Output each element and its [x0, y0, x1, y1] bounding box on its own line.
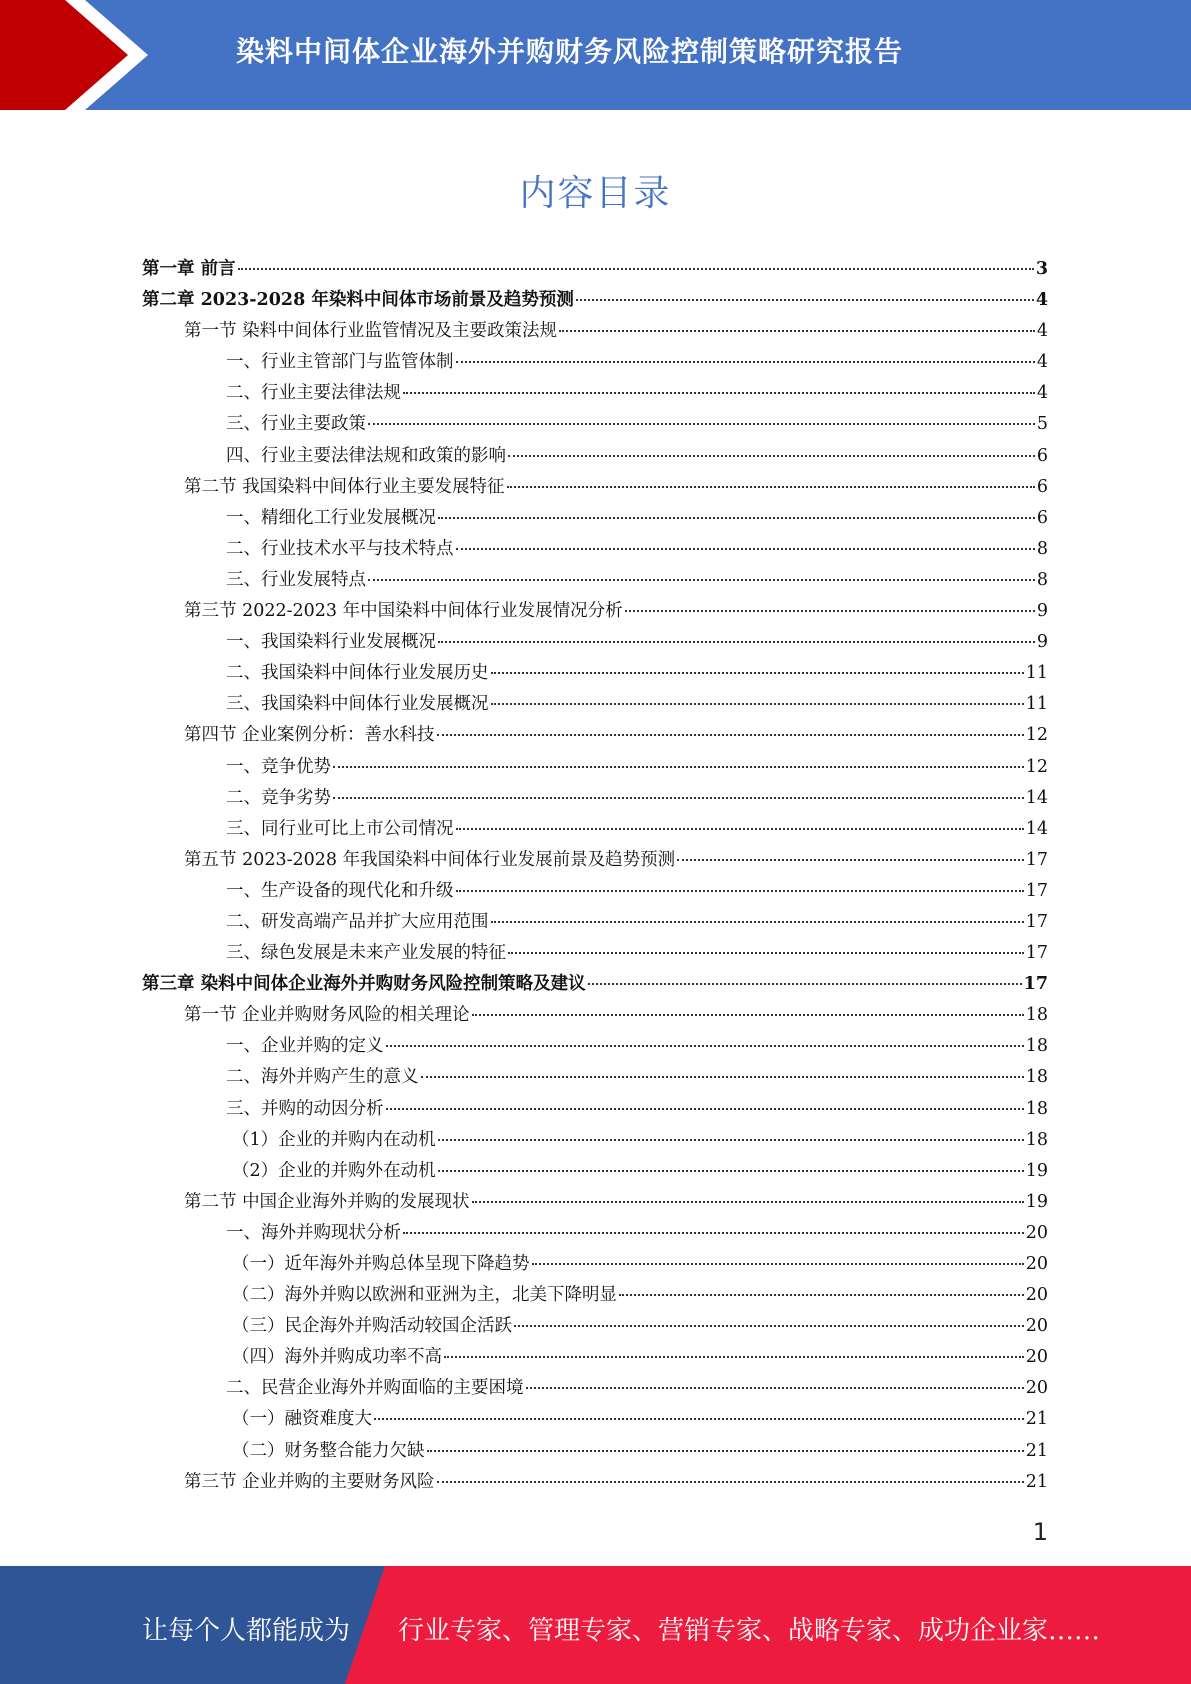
- toc-entry-page: 12: [1025, 725, 1048, 746]
- toc-entry-page: 18: [1025, 1067, 1048, 1088]
- toc-entry-page: 11: [1025, 694, 1048, 715]
- footer-slogan-left: 让每个人都能成为: [142, 1616, 351, 1646]
- toc-entry-page: 21: [1025, 1440, 1048, 1461]
- toc-entry-page: 17: [1025, 880, 1048, 901]
- toc-entry[interactable]: [142, 1342, 1048, 1373]
- toc-entry-page: 20: [1025, 1285, 1048, 1306]
- toc-entry-title: 第二节 中国企业海外并购的发展现状: [184, 1191, 470, 1212]
- toc-entry[interactable]: [142, 658, 1048, 689]
- toc-entry-page: 17: [1025, 849, 1048, 870]
- toc-entry[interactable]: [142, 254, 1048, 285]
- toc-entry[interactable]: [142, 472, 1048, 503]
- header-banner: [0, 0, 1191, 110]
- dot-leader: [403, 392, 1035, 394]
- toc-entry-title: 二、竞争劣势: [226, 787, 331, 808]
- toc-entry-title: （一）近年海外并购总体呈现下降趋势: [232, 1254, 530, 1274]
- toc-entry-page: 4: [1036, 352, 1048, 373]
- toc-entry-page: 14: [1025, 818, 1048, 839]
- toc-entry[interactable]: [142, 596, 1048, 627]
- toc-entry[interactable]: [142, 1094, 1048, 1125]
- toc-entry-title: 二、我国染料中间体行业发展历史: [226, 663, 489, 684]
- dot-leader: [559, 330, 1035, 332]
- toc-entry[interactable]: [142, 627, 1048, 658]
- dot-leader: [437, 734, 1024, 736]
- toc-entry[interactable]: [142, 814, 1048, 845]
- toc-entry-title: （三）民企海外并购活动较国企活跃: [232, 1316, 512, 1337]
- dot-leader: [526, 1387, 1024, 1389]
- toc-entry-page: 3: [1035, 259, 1048, 279]
- toc-entry[interactable]: [142, 907, 1048, 938]
- toc-entry-title: 二、行业主要法律法规: [226, 383, 401, 404]
- toc-entry-title: （二）海外并购以欧洲和亚洲为主，北美下降明显: [232, 1285, 617, 1306]
- toc-entry-page: 9: [1036, 601, 1048, 622]
- toc-entry-title: （二）财务整合能力欠缺: [232, 1440, 425, 1461]
- toc-entry-page: 11: [1025, 663, 1048, 684]
- toc-entry[interactable]: [142, 409, 1048, 440]
- toc-entry[interactable]: [142, 783, 1048, 814]
- toc-entry-title: 三、绿色发展是未来产业发展的特征: [226, 943, 506, 964]
- page-number: 1: [1032, 1518, 1048, 1546]
- toc-entry[interactable]: [142, 534, 1048, 565]
- dot-leader: [507, 486, 1035, 488]
- toc-entry-page: 9: [1036, 632, 1048, 653]
- toc-entry[interactable]: [142, 565, 1048, 596]
- toc-entry-title: 三、行业主要政策: [226, 414, 366, 435]
- dot-leader: [532, 1263, 1024, 1265]
- toc-entry-page: 18: [1025, 1129, 1048, 1150]
- toc-entry[interactable]: [142, 1404, 1048, 1435]
- dot-leader: [368, 423, 1035, 425]
- dot-leader: [456, 361, 1035, 363]
- dot-leader: [438, 641, 1035, 643]
- dot-leader: [374, 1418, 1024, 1420]
- toc-entry[interactable]: [142, 938, 1048, 969]
- dot-leader: [491, 672, 1024, 674]
- dot-leader: [438, 517, 1035, 519]
- toc-entry[interactable]: [142, 689, 1048, 720]
- dot-leader: [491, 921, 1024, 923]
- toc-entry[interactable]: [142, 1156, 1048, 1187]
- toc-entry-title: 三、行业发展特点: [226, 569, 366, 590]
- toc-entry[interactable]: [142, 1311, 1048, 1342]
- toc-entry-page: 8: [1036, 538, 1048, 559]
- toc-entry[interactable]: [142, 1062, 1048, 1093]
- toc-entry[interactable]: [142, 969, 1048, 1000]
- toc-entry-page: 18: [1025, 1036, 1048, 1057]
- toc-entry-title: （1）企业的并购内在动机: [232, 1129, 436, 1150]
- toc-entry-title: 一、我国染料行业发展概况: [226, 632, 436, 653]
- toc-entry-page: 20: [1025, 1347, 1048, 1368]
- toc-entry-page: 5: [1036, 414, 1048, 435]
- dot-leader: [421, 1076, 1024, 1078]
- toc-entry[interactable]: [142, 316, 1048, 347]
- toc-entry-title: 二、民营企业海外并购面临的主要困境: [226, 1378, 524, 1399]
- toc-entry-page: 19: [1025, 1191, 1048, 1212]
- toc-entry-title: 第四节 企业案例分析：善水科技: [184, 725, 435, 746]
- table-of-contents: [142, 254, 1048, 1498]
- toc-entry-page: 4: [1036, 321, 1048, 342]
- toc-entry-title: 第三章 染料中间体企业海外并购财务风险控制策略及建议: [142, 974, 586, 995]
- toc-entry[interactable]: [142, 1125, 1048, 1156]
- toc-entry-title: 第一节 企业并购财务风险的相关理论: [184, 1005, 470, 1026]
- toc-entry-page: 20: [1025, 1222, 1048, 1243]
- dot-leader: [456, 548, 1035, 550]
- toc-entry-title: 第三节 2022-2023 年中国染料中间体行业发展情况分析: [184, 601, 623, 622]
- toc-entry-page: 12: [1025, 756, 1048, 777]
- toc-entry-title: 一、行业主管部门与监管体制: [226, 352, 454, 373]
- toc-entry-page: 14: [1025, 787, 1048, 808]
- dot-leader: [427, 1450, 1024, 1452]
- dot-leader: [472, 1014, 1024, 1016]
- toc-entry[interactable]: [142, 1436, 1048, 1467]
- toc-entry-page: 20: [1025, 1254, 1048, 1274]
- dot-leader: [576, 299, 1034, 301]
- dot-leader: [403, 1232, 1024, 1234]
- toc-entry[interactable]: [142, 347, 1048, 378]
- toc-entry-page: 20: [1025, 1378, 1048, 1399]
- dot-leader: [238, 268, 1034, 270]
- toc-entry-title: 二、研发高端产品并扩大应用范围: [226, 911, 489, 932]
- dot-leader: [438, 1139, 1024, 1141]
- toc-entry-page: 6: [1036, 507, 1048, 528]
- toc-entry[interactable]: [142, 1249, 1048, 1280]
- toc-entry[interactable]: [142, 1467, 1048, 1498]
- toc-entry-page: 18: [1025, 1098, 1048, 1119]
- toc-entry-title: 第五节 2023-2028 年我国染料中间体行业发展前景及趋势预测: [184, 849, 676, 870]
- toc-entry-title: （四）海外并购成功率不高: [232, 1347, 442, 1368]
- toc-entry[interactable]: [142, 503, 1048, 534]
- toc-entry[interactable]: [142, 876, 1048, 907]
- toc-entry-title: 第一章 前言: [142, 259, 236, 279]
- toc-entry[interactable]: [142, 1187, 1048, 1218]
- dot-leader: [368, 579, 1035, 581]
- toc-entry[interactable]: [142, 285, 1048, 316]
- dot-leader: [456, 890, 1024, 892]
- toc-entry[interactable]: [142, 1000, 1048, 1031]
- dot-leader: [438, 1170, 1024, 1172]
- toc-entry[interactable]: [142, 441, 1048, 472]
- toc-entry-page: 6: [1036, 476, 1048, 497]
- dot-leader: [444, 1356, 1024, 1358]
- toc-entry-title: （2）企业的并购外在动机: [232, 1160, 436, 1181]
- toc-entry-title: 第一节 染料中间体行业监管情况及主要政策法规: [184, 321, 558, 342]
- toc-entry-page: 8: [1036, 569, 1048, 590]
- dot-leader: [508, 455, 1035, 457]
- toc-entry-title: 第二章 2023-2028 年染料中间体市场前景及趋势预测: [142, 290, 574, 311]
- report-title: 染料中间体企业海外并购财务风险控制策略研究报告: [236, 35, 904, 68]
- toc-entry-page: 4: [1036, 383, 1048, 404]
- toc-entry-page: 20: [1025, 1316, 1048, 1337]
- toc-entry-title: 三、同行业可比上市公司情况: [226, 818, 454, 839]
- toc-entry[interactable]: [142, 720, 1048, 751]
- toc-entry-title: 三、我国染料中间体行业发展概况: [226, 694, 489, 715]
- toc-entry[interactable]: [142, 1218, 1048, 1249]
- dot-leader: [472, 1201, 1024, 1203]
- dot-leader: [588, 983, 1022, 985]
- toc-entry[interactable]: [142, 845, 1048, 876]
- toc-entry-page: 18: [1025, 1005, 1048, 1026]
- toc-entry-page: 6: [1036, 445, 1048, 466]
- red-chevron-shape: [0, 0, 160, 110]
- toc-entry-page: 17: [1025, 911, 1048, 932]
- toc-entry-page: 19: [1025, 1160, 1048, 1181]
- toc-heading: 内容目录: [519, 173, 672, 214]
- toc-entry-title: 三、并购的动因分析: [226, 1098, 384, 1119]
- toc-entry[interactable]: [142, 1280, 1048, 1311]
- toc-entry[interactable]: [142, 1031, 1048, 1062]
- toc-entry[interactable]: [142, 1373, 1048, 1404]
- toc-entry-title: 四、行业主要法律法规和政策的影响: [226, 445, 506, 466]
- toc-entry[interactable]: [142, 378, 1048, 409]
- toc-entry-title: 一、企业并购的定义: [226, 1036, 384, 1057]
- toc-entry-title: 一、生产设备的现代化和升级: [226, 880, 454, 901]
- footer-banner: [0, 1566, 1191, 1684]
- toc-entry-page: 21: [1025, 1409, 1048, 1430]
- dot-leader: [437, 1481, 1024, 1483]
- dot-leader: [677, 859, 1024, 861]
- toc-entry-title: 一、竞争优势: [226, 756, 331, 777]
- toc-entry-title: 二、海外并购产生的意义: [226, 1067, 419, 1088]
- toc-entry-title: （一）融资难度大: [232, 1409, 372, 1430]
- toc-entry-title: 第二节 我国染料中间体行业主要发展特征: [184, 476, 505, 497]
- toc-entry-page: 4: [1035, 290, 1048, 311]
- toc-entry-title: 第三节 企业并购的主要财务风险: [184, 1471, 435, 1492]
- dot-leader: [514, 1325, 1024, 1327]
- footer-slogan-right: 行业专家、管理专家、营销专家、战略专家、成功企业家……: [398, 1616, 1101, 1646]
- dot-leader: [386, 1045, 1024, 1047]
- toc-entry-page: 21: [1025, 1471, 1048, 1492]
- dot-leader: [333, 766, 1024, 768]
- toc-entry-page: 17: [1023, 974, 1048, 995]
- dot-leader: [619, 1294, 1024, 1296]
- dot-leader: [625, 610, 1035, 612]
- toc-entry[interactable]: [142, 752, 1048, 783]
- toc-entry-title: 一、海外并购现状分析: [226, 1222, 401, 1243]
- toc-entry-title: 二、行业技术水平与技术特点: [226, 538, 454, 559]
- dot-leader: [333, 797, 1024, 799]
- toc-entry-page: 17: [1025, 943, 1048, 964]
- dot-leader: [508, 952, 1024, 954]
- toc-entry-title: 一、精细化工行业发展概况: [226, 507, 436, 528]
- dot-leader: [491, 703, 1024, 705]
- dot-leader: [456, 828, 1024, 830]
- dot-leader: [386, 1108, 1024, 1110]
